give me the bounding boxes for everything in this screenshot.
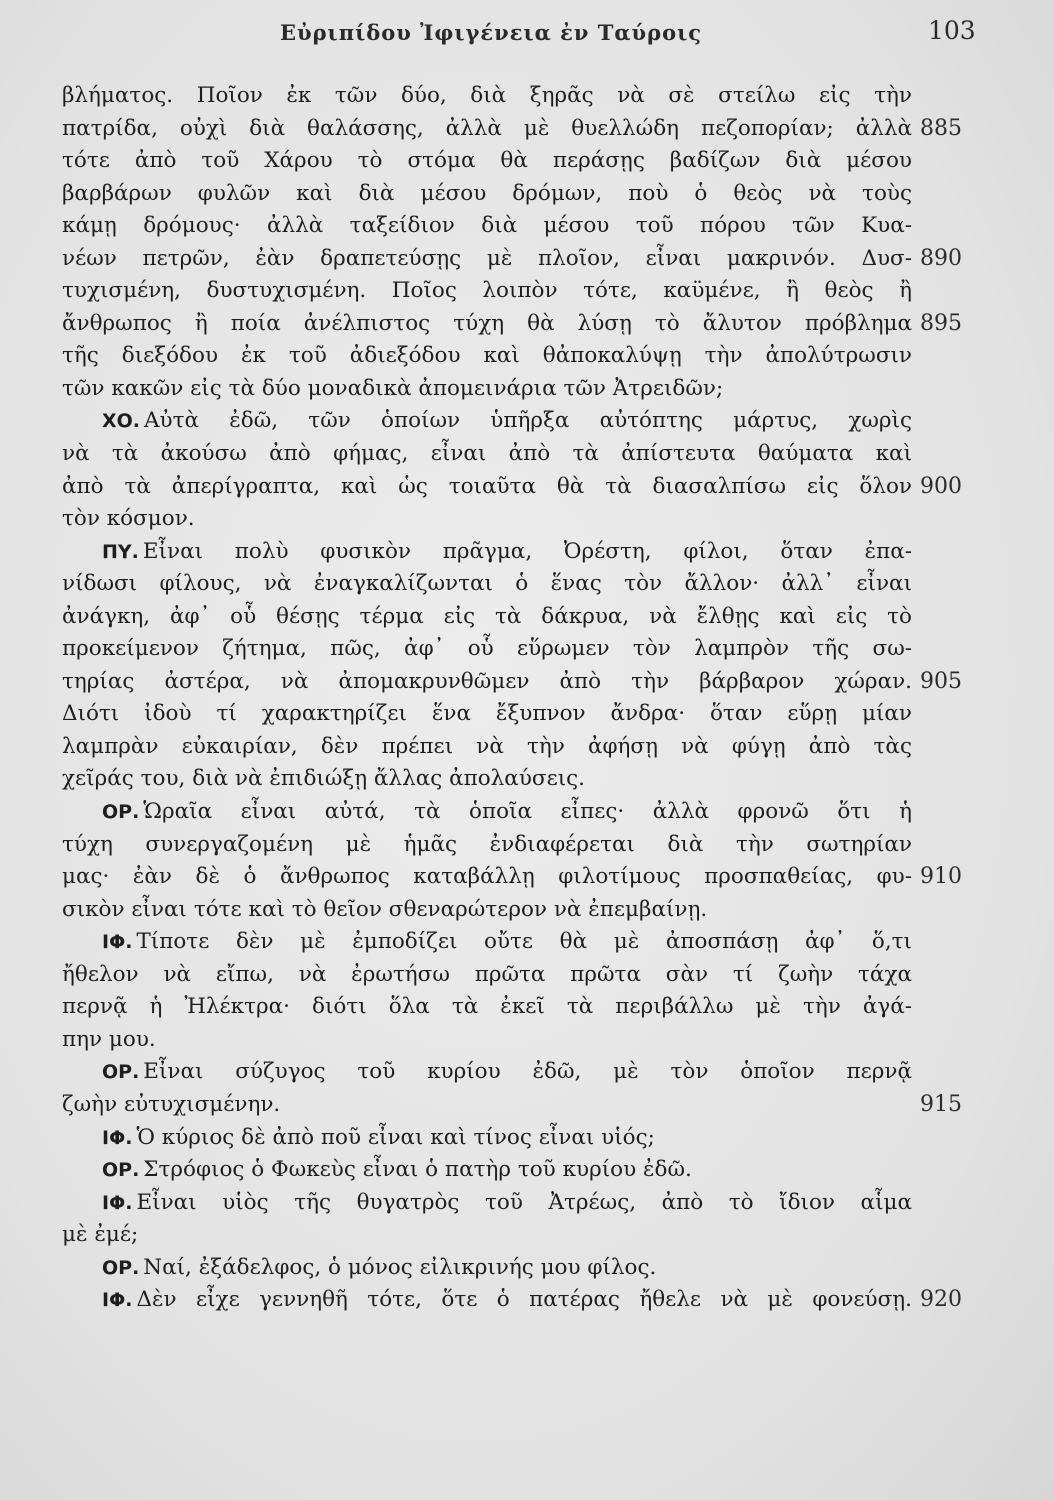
line-text <box>62 503 912 536</box>
line-content: μας· ἐὰν δὲ ὁ ἄνθρωπος καταβάλλῃ φιλοτίμους προσπαθείας, φυ- <box>62 864 912 890</box>
line-content: τηρίας ἀστέρα, νὰ ἀπομακρυνθῶμεν ἀπὸ τὴν βάρβαρον χώραν. <box>62 668 912 694</box>
line-content: τῆς διεξόδου ἐκ τοῦ ἀδιεξόδου καὶ θἀποκαλύψῃ τὴν ἀπολύτρωσιν <box>62 343 912 369</box>
line-content: σικὸν εἶναι τότε καὶ τὸ θεῖον σθεναρώτερον νὰ ἐπεμβαίνῃ. <box>62 896 708 922</box>
speaker-label: ΙΦ. <box>102 1191 133 1214</box>
running-head <box>0 16 1054 50</box>
speaker-label: ΙΦ. <box>102 1289 133 1312</box>
text-line <box>62 145 912 178</box>
line-content: Στρόφιος ὁ Φωκεὺς εἶναι ὁ πατὴρ τοῦ κυρίου ἐδῶ. <box>143 1157 692 1183</box>
line-text <box>62 568 912 601</box>
line-text <box>62 633 912 666</box>
line-content: ἀνάγκη, ἀφ᾽ οὗ θέσῃς τέρμα εἰς τὰ δάκρυα, νὰ ἔλθῃς καὶ εἰς τὸ <box>62 603 912 629</box>
line-content: Ὡραῖα εἶναι αὐτά, τὰ ὁποῖα εἶπες· ἀλλὰ φρονῶ ὅτι ἡ <box>143 799 912 825</box>
text-line <box>62 536 912 569</box>
line-text <box>62 763 912 796</box>
text-line <box>62 861 962 894</box>
text-line <box>62 1154 912 1187</box>
text-line <box>62 438 912 471</box>
line-text <box>62 145 912 178</box>
line-content: νὰ τὰ ἀκούσω ἀπὸ φήμας, εἶναι ἀπὸ τὰ ἀπίστευτα θαύματα καὶ <box>62 441 912 467</box>
text-body <box>62 80 982 1317</box>
verse-line-number: 900 <box>920 473 962 499</box>
text-line <box>62 1024 912 1057</box>
line-text <box>62 1252 912 1285</box>
line-text <box>62 959 912 992</box>
text-line <box>62 1187 912 1220</box>
line-content: τότε ἀπὸ τοῦ Χάρου τὸ στόμα θὰ περάσῃς βαδίζων διὰ μέσου <box>62 148 912 174</box>
text-line <box>62 991 912 1024</box>
text-line <box>62 731 912 764</box>
text-line <box>62 698 912 731</box>
text-line <box>62 601 912 634</box>
text-line <box>62 763 912 796</box>
line-content: Εἶναι σύζυγος τοῦ κυρίου ἐδῶ, μὲ τὸν ὁποῖον περνᾷ <box>143 1059 912 1085</box>
text-line <box>62 113 962 146</box>
line-text <box>62 698 912 731</box>
text-line <box>62 1284 962 1317</box>
line-content: κάμῃ δρόμους· ἀλλὰ ταξείδιον διὰ μέσου τοῦ πόρου τῶν Κυα- <box>62 213 912 239</box>
line-content: ἤθελον νὰ εἴπω, νὰ ἐρωτήσω πρῶτα πρῶτα σὰν τί ζωὴν τάχα <box>62 961 912 987</box>
line-text <box>62 1219 912 1252</box>
line-content: τὸν κόσμον. <box>62 506 195 532</box>
line-text <box>62 243 912 276</box>
verse-line-number: 890 <box>920 245 962 271</box>
text-line <box>62 568 912 601</box>
line-text <box>62 861 912 894</box>
line-text <box>62 894 912 927</box>
line-text <box>62 471 912 504</box>
line-content: τυχισμένη, δυστυχισμένη. Ποῖος λοιπὸν τότε, καϋμένε, ἢ θεὸς ἢ <box>62 278 912 304</box>
line-text <box>62 210 912 243</box>
line-content: Εἶναι υἱὸς τῆς θυγατρὸς τοῦ Ἀτρέως, ἀπὸ τὸ ἴδιον αἷμα <box>136 1189 912 1215</box>
line-text <box>62 829 912 862</box>
line-text <box>62 178 912 211</box>
line-content: νέων πετρῶν, ἐὰν δραπετεύσῃς μὲ πλοῖον, εἶναι μακρινόν. Δυσ- <box>62 245 912 271</box>
line-content: λαμπρὰν εὐκαιρίαν, δὲν πρέπει νὰ τὴν ἀφήσῃ νὰ φύγῃ ἀπὸ τὰς <box>62 733 912 759</box>
text-line <box>62 926 912 959</box>
text-line <box>62 1089 962 1122</box>
line-text <box>62 1056 912 1089</box>
line-content: μὲ ἐμέ; <box>62 1222 139 1248</box>
line-text <box>62 1089 912 1122</box>
verse-line-number: 915 <box>920 1091 962 1117</box>
text-line <box>62 633 912 666</box>
speaker-label: ΙΦ. <box>102 931 133 954</box>
line-text <box>62 536 912 569</box>
line-content: Ὁ κύριος δὲ ἀπὸ ποῦ εἶναι καὶ τίνος εἶναι υἱός; <box>136 1124 655 1150</box>
line-content: προκείμενον ζήτημα, πῶς, ἀφ᾽ οὗ εὕρωμεν τὸν λαμπρὸν τῆς σω- <box>62 636 912 662</box>
line-text <box>62 1154 912 1187</box>
line-content: Δὲν εἶχε γεννηθῆ τότε, ὅτε ὁ πατέρας ἤθελε νὰ μὲ φονεύσῃ. <box>136 1287 912 1313</box>
line-text <box>62 601 912 634</box>
line-content: τύχη συνεργαζομένη μὲ ἡμᾶς ἐνδιαφέρεται διὰ τὴν σωτηρίαν <box>62 831 912 857</box>
verse-line-number: 885 <box>920 115 962 141</box>
text-line <box>62 666 962 699</box>
line-content: ἄνθρωπος ἢ ποία ἀνέλπιστος τύχη θὰ λύσῃ τὸ ἄλυτον πρόβλημα <box>62 310 912 336</box>
line-text <box>62 438 912 471</box>
page-number: 103 <box>928 16 976 45</box>
line-content: βαρβάρων φυλῶν καὶ διὰ μέσου δρόμων, ποὺ ὁ θεὸς νὰ τοὺς <box>62 180 912 206</box>
line-text <box>62 80 912 113</box>
line-content: Ναί, ἐξάδελφος, ὁ μόνος εἰλικρινής μου φίλος. <box>143 1254 657 1280</box>
speaker-label: ΟΡ. <box>102 801 140 824</box>
speaker-label: ΙΦ. <box>102 1126 133 1149</box>
verse-line-number: 895 <box>920 310 962 336</box>
text-line <box>62 471 962 504</box>
line-text <box>62 340 912 373</box>
line-text <box>62 1122 912 1155</box>
line-content: τῶν κακῶν εἰς τὰ δύο μοναδικὰ ἀπομεινάρια τῶν Ἀτρειδῶν; <box>62 375 724 401</box>
text-line <box>62 405 912 438</box>
text-line <box>62 1219 912 1252</box>
line-text <box>62 731 912 764</box>
speaker-label: ΟΡ. <box>102 1159 140 1182</box>
verse-line-number: 910 <box>920 864 962 890</box>
line-content: νίδωσι φίλους, νὰ ἐναγκαλίζωνται ὁ ἕνας τὸν ἄλλον· ἀλλ᾽ εἶναι <box>62 571 912 597</box>
text-line <box>62 210 912 243</box>
text-line <box>62 1252 912 1285</box>
speaker-label: ΟΡ. <box>102 1061 140 1084</box>
text-line <box>62 1122 912 1155</box>
line-text <box>62 275 912 308</box>
line-text <box>62 926 912 959</box>
line-text <box>62 1024 912 1057</box>
line-text <box>62 373 912 406</box>
text-line <box>62 959 912 992</box>
text-line <box>62 894 912 927</box>
line-text <box>62 666 912 699</box>
speaker-label: ΠΥ. <box>102 540 139 563</box>
speaker-label: ΧΟ. <box>102 410 141 433</box>
line-text <box>62 405 912 438</box>
text-line <box>62 308 962 341</box>
line-text <box>62 796 912 829</box>
text-line <box>62 243 962 276</box>
line-content: ἀπὸ τὰ ἀπερίγραπτα, καὶ ὡς τοιαῦτα θὰ τὰ διασαλπίσω εἰς ὅλον <box>62 473 912 499</box>
line-content: πατρίδα, οὐχὶ διὰ θαλάσσης, ἀλλὰ μὲ θυελλώδη πεζοπορίαν; ἀλλὰ <box>62 115 912 141</box>
line-content: περνᾷ ἡ Ἠλέκτρα· διότι ὅλα τὰ ἐκεῖ τὰ περιβάλλω μὲ τὴν ἀγά- <box>62 994 912 1020</box>
verse-line-number: 920 <box>920 1287 962 1313</box>
speaker-label: ΟΡ. <box>102 1256 140 1279</box>
text-line <box>62 178 912 211</box>
line-text <box>62 1187 912 1220</box>
text-line <box>62 796 912 829</box>
line-text <box>62 113 912 146</box>
line-text <box>62 1284 912 1317</box>
line-content: ζωὴν εὐτυχισμένην. <box>62 1091 281 1117</box>
text-line <box>62 1056 912 1089</box>
text-line <box>62 340 912 373</box>
text-line <box>62 503 912 536</box>
line-content: Τίποτε δὲν μὲ ἐμποδίζει οὔτε θὰ μὲ ἀποσπάσῃ ἀφ᾽ ὅ,τι <box>136 929 912 955</box>
text-line <box>62 373 912 406</box>
line-content: Αὐτὰ ἐδῶ, τῶν ὁποίων ὑπῆρξα αὐτόπτης μάρτυς, χωρὶς <box>144 408 912 434</box>
text-line <box>62 275 912 308</box>
text-line <box>62 80 912 113</box>
line-content: χεῖράς του, διὰ νὰ ἐπιδιώξῃ ἄλλας ἀπολαύσεις. <box>62 766 586 792</box>
running-title: Εὐριπίδου Ἰφιγένεια ἐν Ταύροις <box>280 20 703 45</box>
line-content: πην μου. <box>62 1026 156 1052</box>
line-text <box>62 308 912 341</box>
text-line <box>62 829 912 862</box>
line-content: Εἶναι πολὺ φυσικὸν πρᾶγμα, Ὀρέστη, φίλοι, ὅταν ἐπα- <box>142 538 912 564</box>
line-text <box>62 991 912 1024</box>
line-content: Διότι ἰδοὺ τί χαρακτηρίζει ἕνα ἔξυπνον ἄνδρα· ὅταν εὕρῃ μίαν <box>62 701 912 727</box>
line-content: βλήματος. Ποῖον ἐκ τῶν δύο, διὰ ξηρᾶς νὰ σὲ στείλω εἰς τὴν <box>62 83 912 108</box>
verse-line-number: 905 <box>920 668 962 694</box>
